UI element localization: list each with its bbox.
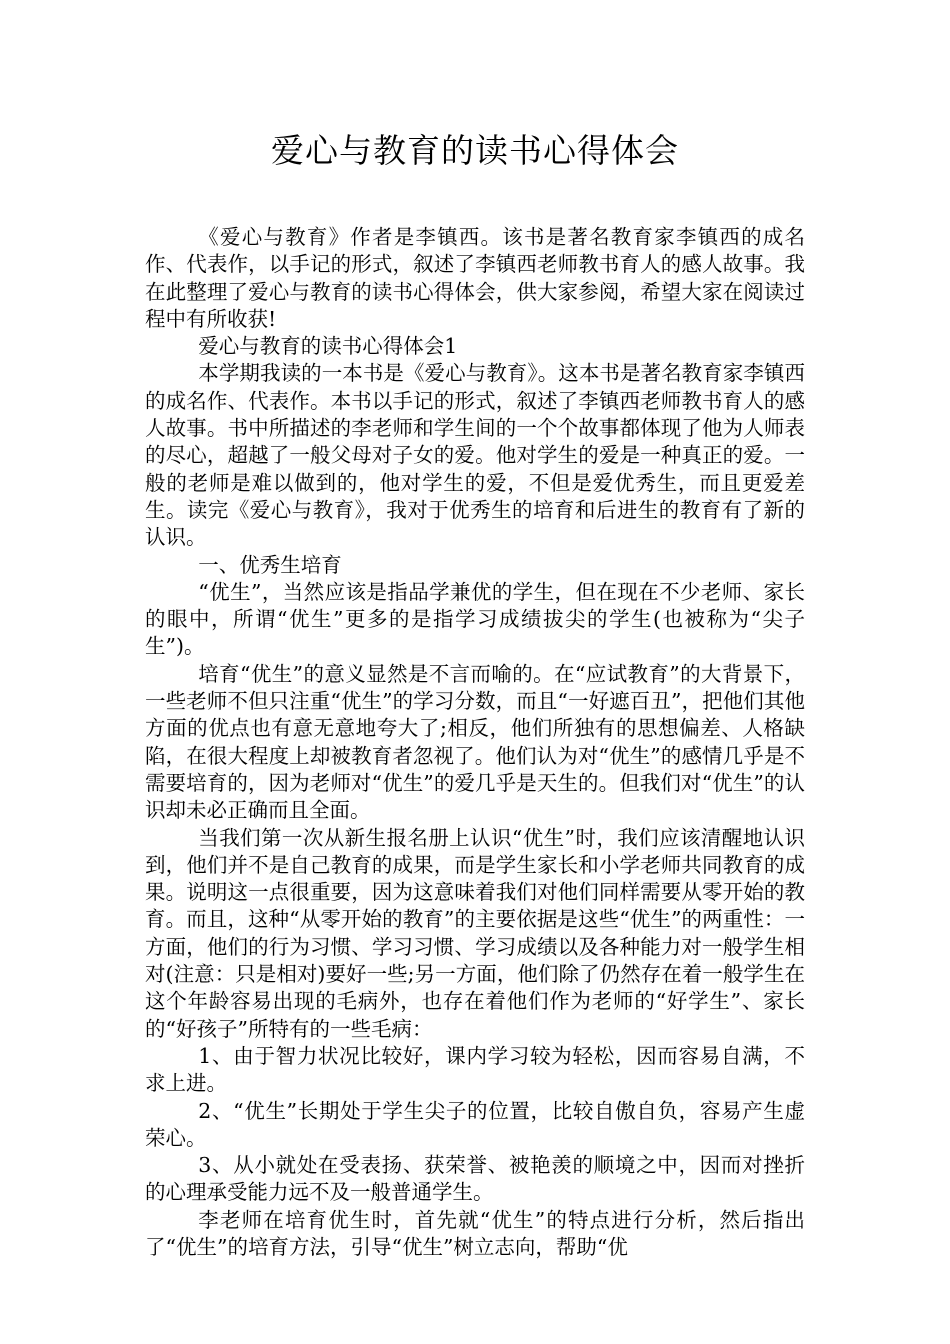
body-paragraph: 本学期我读的一本书是《爱心与教育》。这本书是著名教育家李镇西的成名作、代表作。本书以手记的形式，叙述了李镇西老师教书育人的感人故事。书中所描述的李老师和学生间的一个个故事都体现了他为人师表的尽心，超越了一般父母对子女的爱。他对学生的爱是一种真正的爱。一般的老师是难以做到的，他对学生的爱，不但是爱优秀生，而且更爱差生。读完《爱心与教育》，我对于优秀生的培育和后进生的教育有了新的认识。 [145,361,805,550]
list-item: 1、由于智力状况比较好，课内学习较为轻松，因而容易自满，不求上进。 [145,1043,805,1096]
body-paragraph: 李老师在培育优生时，首先就“优生”的特点进行分析，然后指出了“优生”的培育方法，引导“优生”树立志向，帮助“优 [145,1207,805,1259]
intro-paragraph: 《爱心与教育》作者是李镇西。该书是著名教育家李镇西的成名作、代表作，以手记的形式，叙述了李镇西老师教书育人的感人故事。我在此整理了爱心与教育的读书心得体会，供大家参阅，希望大家在阅读过程中有所收获! [145,225,805,331]
body-paragraph: 培育“优生”的意义显然是不言而喻的。在“应试教育”的大背景下，一些老师不但只注重“优生”的学习分数，而且“一好遮百丑”，把他们其他方面的优点也有意无意地夸大了;相反，他们所独有的思想偏差、人格缺陷，在很大程度上却被教育者忽视了。他们认为对“优生”的感情几乎是不需要培育的，因为老师对“优生”的爱几乎是天生的。但我们对“优生”的认识却未必正确而且全面。 [145,661,805,823]
list-item: 3、从小就处在受表扬、获荣誉、被艳羡的顺境之中，因而对挫折的心理承受能力远不及一般普通学生。 [145,1153,805,1205]
document-body [145,224,805,1261]
body-paragraph: 当我们第一次从新生报名册上认识“优生”时，我们应该清醒地认识到，他们并不是自己教育的成果，而是学生家长和小学老师共同教育的成果。说明这一点很重要，因为这意味着我们对他们同样需要从零开始的教育。而且，这种“从零开始的教育”的主要依据是这些“优生”的两重性：一方面，他们的行为习惯、学习习惯、学习成绩以及各种能力对一般学生相对(注意：只是相对)要好一些;另一方面，他们除了仍然存在着一般学生在这个年龄容易出现的毛病外，也存在着他们作为老师的“好学生”、家长的“好孩子”所特有的一些毛病： [145,825,805,1041]
list-item: 2、“优生”长期处于学生尖子的位置，比较自傲自负，容易产生虚荣心。 [145,1098,805,1150]
subsection-heading: 一、优秀生培育 [198,552,342,577]
document-title: 爱心与教育的读书心得体会 [271,131,679,170]
section-heading: 爱心与教育的读书心得体会1 [198,334,458,359]
body-paragraph: “优生”，当然应该是指品学兼优的学生，但在现在不少老师、家长的眼中，所谓“优生”更多的是指学习成绩拔尖的学生(也被称为“尖子生”)。 [145,579,805,659]
